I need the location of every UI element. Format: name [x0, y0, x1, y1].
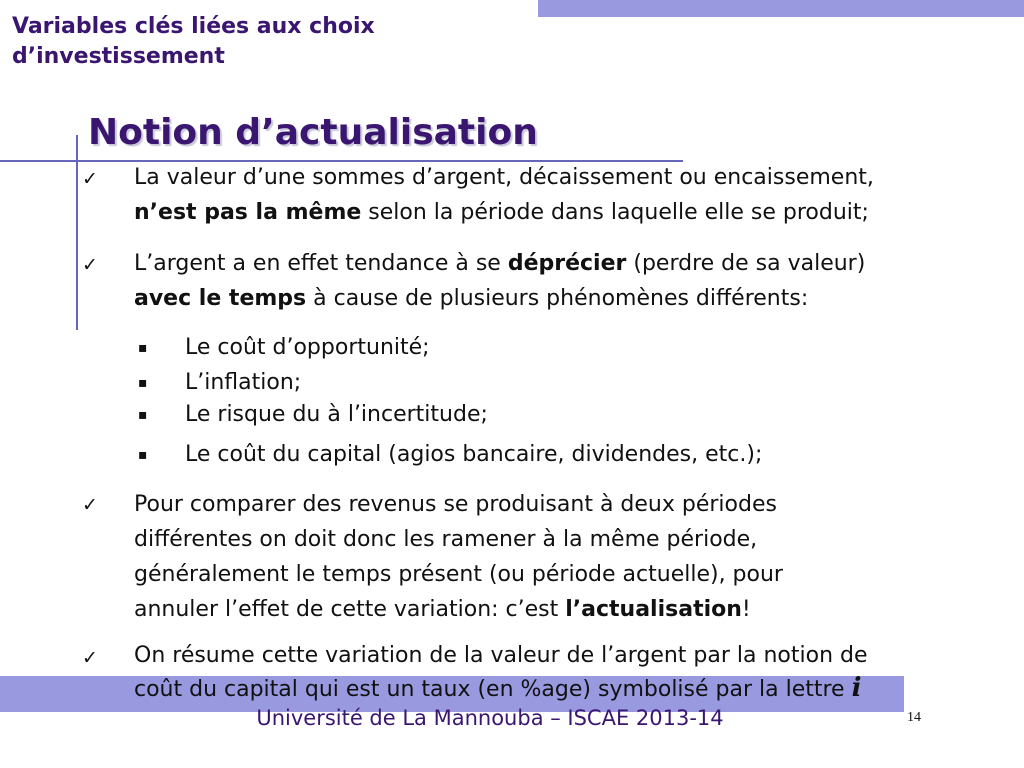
point-1-bold: n’est pas la même [134, 200, 362, 225]
point-2-line-1 [134, 246, 1014, 281]
point-4 [134, 640, 1014, 706]
point-3-bold: l’actualisation [565, 597, 742, 622]
point-1-line-2 [134, 195, 1014, 230]
header-title-line-1: Variables clés liées aux choix [12, 14, 375, 39]
page-number: 14 [907, 710, 921, 725]
square-bullet-icon: ▪ [138, 447, 148, 463]
point-3-line-3: généralement le temps présent (ou période actuelle), pour [134, 562, 783, 587]
check-bullet-icon: ✓ [82, 168, 98, 190]
slide-header-title [12, 12, 375, 72]
square-bullet-icon: ▪ [138, 375, 148, 391]
point-3-line-2: différentes on doit donc les ramener à la même période, [134, 527, 758, 552]
check-bullet-icon: ✓ [82, 647, 98, 669]
point-3-line-4 [134, 592, 1014, 627]
point-4-rest: coût du capital qui est un taux (en %age) symbolisé par la lettre [134, 677, 852, 702]
sub-item-4: Le coût du capital (agios bancaire, dividendes, etc.); [185, 442, 763, 467]
point-4-line-2 [134, 672, 1014, 706]
point-3 [134, 487, 1014, 627]
point-4-symbol: i [851, 673, 862, 703]
section-title: Notion d’actualisation [88, 112, 538, 153]
point-4-line-1: On résume cette variation de la valeur de l’argent par la notion de [134, 643, 868, 668]
point-2-rest: à cause de plusieurs phénomènes différents: [306, 286, 809, 311]
point-2 [134, 246, 1014, 316]
check-bullet-icon: ✓ [82, 254, 98, 276]
square-bullet-icon: ▪ [138, 407, 148, 423]
point-3-line-1: Pour comparer des revenus se produisant à deux périodes [134, 492, 777, 517]
point-1-rest: selon la période dans laquelle elle se produit; [361, 200, 869, 225]
point-2-bold-2: avec le temps [134, 286, 307, 311]
point-1 [134, 160, 1014, 230]
point-2-line-2 [134, 281, 1014, 316]
point-2-post: (perdre de sa valeur) [626, 251, 866, 276]
sub-item-3: Le risque du à l’incertitude; [185, 402, 488, 427]
sub-item-1: Le coût d’opportunité; [185, 335, 430, 360]
point-3-pre: annuler l’effet de cette variation: c’est [134, 597, 566, 622]
point-3-post: ! [741, 597, 751, 622]
footer-text: Université de La Mannouba – ISCAE 2013-14 [256, 706, 724, 730]
vertical-rule [76, 135, 78, 330]
square-bullet-icon: ▪ [138, 340, 148, 356]
top-accent-bar [538, 0, 1024, 17]
point-2-pre: L’argent a en effet tendance à se [134, 251, 508, 276]
point-1-line-1: La valeur d’une sommes d’argent, décaissement ou encaissement, [134, 165, 874, 190]
point-2-bold: déprécier [507, 251, 627, 276]
sub-item-2: L’inflation; [185, 370, 302, 395]
check-bullet-icon: ✓ [82, 494, 98, 516]
header-title-line-2: d’investissement [12, 44, 225, 69]
